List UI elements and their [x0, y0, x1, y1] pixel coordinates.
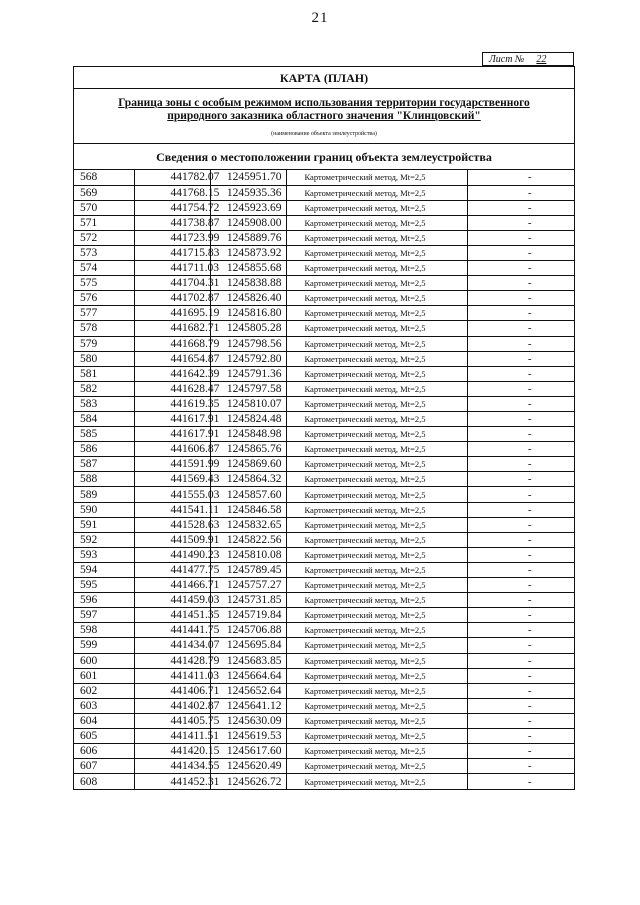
table-row [74, 728, 574, 743]
method-cell: Картометрический метод, Mt=2,5 [286, 487, 467, 502]
y-coordinate-cell: 1245731.85 [210, 593, 286, 608]
point-number-cell: 571 [74, 215, 134, 230]
table-row [74, 427, 574, 442]
method-cell: Картометрический метод, Mt=2,5 [286, 759, 467, 774]
x-coordinate-cell: 441555.03 [134, 487, 210, 502]
method-cell: Картометрический метод, Mt=2,5 [286, 442, 467, 457]
note-cell: - [467, 442, 574, 457]
x-coordinate-cell: 441642.39 [134, 366, 210, 381]
method-cell: Картометрический метод, Mt=2,5 [286, 713, 467, 728]
y-coordinate-cell: 1245951.70 [210, 170, 286, 185]
table-row [74, 744, 574, 759]
table-row [74, 396, 574, 411]
point-number-cell: 593 [74, 547, 134, 562]
note-cell: - [467, 487, 574, 502]
x-coordinate-cell: 441406.71 [134, 683, 210, 698]
y-coordinate-cell: 1245664.64 [210, 668, 286, 683]
y-coordinate-cell: 1245908.00 [210, 215, 286, 230]
x-coordinate-cell: 441405.75 [134, 713, 210, 728]
point-number-cell: 589 [74, 487, 134, 502]
note-cell: - [467, 698, 574, 713]
table-row [74, 276, 574, 291]
point-number-cell: 588 [74, 472, 134, 487]
y-coordinate-cell: 1245935.36 [210, 185, 286, 200]
y-coordinate-cell: 1245869.60 [210, 457, 286, 472]
point-number-cell: 595 [74, 578, 134, 593]
method-cell: Картометрический метод, Mt=2,5 [286, 215, 467, 230]
table-row [74, 442, 574, 457]
y-coordinate-cell: 1245846.58 [210, 502, 286, 517]
table-row [74, 291, 574, 306]
coordinates-table [74, 170, 574, 789]
table-row [74, 547, 574, 562]
x-coordinate-cell: 441411.03 [134, 668, 210, 683]
method-cell: Картометрический метод, Mt=2,5 [286, 698, 467, 713]
x-coordinate-cell: 441441.75 [134, 623, 210, 638]
note-cell: - [467, 306, 574, 321]
point-number-cell: 603 [74, 698, 134, 713]
point-number-cell: 599 [74, 638, 134, 653]
note-cell: - [467, 396, 574, 411]
table-row [74, 593, 574, 608]
point-number-cell: 590 [74, 502, 134, 517]
method-cell: Картометрический метод, Mt=2,5 [286, 185, 467, 200]
note-cell: - [467, 608, 574, 623]
y-coordinate-cell: 1245923.69 [210, 200, 286, 215]
method-cell: Картометрический метод, Mt=2,5 [286, 291, 467, 306]
method-cell: Картометрический метод, Mt=2,5 [286, 457, 467, 472]
note-cell: - [467, 457, 574, 472]
x-coordinate-cell: 441768.15 [134, 185, 210, 200]
x-coordinate-cell: 441509.91 [134, 532, 210, 547]
method-cell: Картометрический метод, Mt=2,5 [286, 638, 467, 653]
method-cell: Картометрический метод, Mt=2,5 [286, 396, 467, 411]
y-coordinate-cell: 1245805.28 [210, 321, 286, 336]
y-coordinate-cell: 1245838.88 [210, 276, 286, 291]
x-coordinate-cell: 441695.19 [134, 306, 210, 321]
x-coordinate-cell: 441682.71 [134, 321, 210, 336]
note-cell: - [527, 775, 532, 788]
x-coordinate-cell: 441569.43 [134, 472, 210, 487]
method-cell: Картометрический метод, Mt=2,5 [286, 578, 467, 593]
method-cell: Картометрический метод, Mt=2,5 [286, 306, 467, 321]
sheet-number: 22 [536, 54, 547, 65]
method-cell: Картометрический метод, Mt=2,5 [286, 336, 467, 351]
method-cell: Картометрический метод, Mt=2,5 [286, 472, 467, 487]
point-number-cell: 568 [74, 170, 134, 185]
point-number-cell: 605 [74, 728, 134, 743]
note-cell: - [467, 578, 574, 593]
x-coordinate-cell: 441782.07 [134, 170, 210, 185]
table-row [74, 578, 574, 593]
method-cell: Картометрический метод, Mt=2,5 [286, 321, 467, 336]
method-cell: Картометрический метод, Mt=2,5 [286, 366, 467, 381]
table-row [74, 698, 574, 713]
x-coordinate-cell: 441702.87 [134, 291, 210, 306]
point-number-cell: 578 [74, 321, 134, 336]
table-row [74, 774, 574, 789]
method-cell: Картометрический метод, Mt=2,5 [286, 774, 467, 789]
table-row [74, 638, 574, 653]
method-cell: Картометрический метод, Mt=2,5 [286, 200, 467, 215]
note-cell: - [467, 261, 574, 276]
y-coordinate-cell: 1245706.88 [210, 623, 286, 638]
x-coordinate-cell: 441459.03 [134, 593, 210, 608]
x-coordinate-cell: 441411.51 [134, 728, 210, 743]
y-coordinate-cell: 1245855.68 [210, 261, 286, 276]
x-coordinate-cell: 441619.35 [134, 396, 210, 411]
note-cell: - [467, 170, 574, 185]
note-cell: - [467, 728, 574, 743]
y-coordinate-cell: 1245810.08 [210, 547, 286, 562]
x-coordinate-cell: 441711.03 [134, 261, 210, 276]
table-row [74, 502, 574, 517]
point-number-cell: 600 [74, 653, 134, 668]
y-coordinate-cell: 1245832.65 [210, 517, 286, 532]
point-number-cell: 608 [74, 774, 134, 789]
point-number-cell: 575 [74, 276, 134, 291]
document-title: КАРТА (ПЛАН) [74, 67, 574, 89]
table-row [74, 517, 574, 532]
point-number-cell: 606 [74, 744, 134, 759]
table-row [74, 215, 574, 230]
x-coordinate-cell: 441738.87 [134, 215, 210, 230]
y-coordinate-cell: 1245719.84 [210, 608, 286, 623]
table-row [74, 245, 574, 260]
point-number-cell: 587 [74, 457, 134, 472]
table-row [74, 487, 574, 502]
point-number-cell: 604 [74, 713, 134, 728]
y-coordinate-cell: 1245824.48 [210, 412, 286, 427]
method-cell: Картометрический метод, Mt=2,5 [286, 230, 467, 245]
table-row [74, 668, 574, 683]
method-cell: Картометрический метод, Mt=2,5 [286, 532, 467, 547]
x-coordinate-cell: 441477.75 [134, 562, 210, 577]
note-cell: - [467, 427, 574, 442]
y-coordinate-cell: 1245789.45 [210, 562, 286, 577]
table-row [74, 261, 574, 276]
x-coordinate-cell: 441617.91 [134, 412, 210, 427]
note-cell: - [467, 653, 574, 668]
x-coordinate-cell: 441654.87 [134, 351, 210, 366]
point-number-cell: 592 [74, 532, 134, 547]
method-cell: Картометрический метод, Mt=2,5 [286, 744, 467, 759]
method-cell: Картометрический метод, Mt=2,5 [286, 276, 467, 291]
point-number-cell: 597 [74, 608, 134, 623]
table-row [74, 472, 574, 487]
note-cell: - [467, 200, 574, 215]
y-coordinate-cell: 1245617.60 [210, 744, 286, 759]
point-number-cell: 585 [74, 427, 134, 442]
method-cell: Картометрический метод, Mt=2,5 [286, 427, 467, 442]
note-cell: - [467, 230, 574, 245]
table-row [74, 608, 574, 623]
table-row [74, 321, 574, 336]
method-cell: Картометрический метод, Mt=2,5 [286, 547, 467, 562]
point-number-cell: 581 [74, 366, 134, 381]
note-cell: - [467, 668, 574, 683]
point-number-cell: 591 [74, 517, 134, 532]
point-number-cell: 572 [74, 230, 134, 245]
x-coordinate-cell: 441541.11 [134, 502, 210, 517]
method-cell: Картометрический метод, Mt=2,5 [286, 517, 467, 532]
method-cell: Картометрический метод, Mt=2,5 [286, 623, 467, 638]
object-name-block [74, 89, 574, 144]
note-cell: - [467, 185, 574, 200]
note-cell: - [467, 291, 574, 306]
point-number-cell: 573 [74, 245, 134, 260]
coordinates-table-body [74, 170, 574, 789]
method-cell: Картометрический метод, Mt=2,5 [286, 683, 467, 698]
x-coordinate-cell: 441668.79 [134, 336, 210, 351]
note-cell: - [467, 744, 574, 759]
y-coordinate-cell: 1245798.56 [210, 336, 286, 351]
table-row [74, 170, 574, 185]
note-cell: - [467, 683, 574, 698]
point-number-cell: 579 [74, 336, 134, 351]
point-number-cell: 576 [74, 291, 134, 306]
table-row [74, 683, 574, 698]
y-coordinate-cell: 1245848.98 [210, 427, 286, 442]
x-coordinate-cell: 441715.83 [134, 245, 210, 260]
table-row [74, 623, 574, 638]
point-number-cell: 577 [74, 306, 134, 321]
method-cell: Картометрический метод, Mt=2,5 [286, 261, 467, 276]
point-number-cell: 570 [74, 200, 134, 215]
x-coordinate-cell: 441606.87 [134, 442, 210, 457]
note-cell: - [467, 502, 574, 517]
method-cell: Картометрический метод, Mt=2,5 [286, 245, 467, 260]
point-number-cell: 582 [74, 381, 134, 396]
x-coordinate-cell: 441402.87 [134, 698, 210, 713]
method-cell: Картометрический метод, Mt=2,5 [286, 608, 467, 623]
method-cell: Картометрический метод, Mt=2,5 [286, 668, 467, 683]
y-coordinate-cell: 1245864.32 [210, 472, 286, 487]
point-number-cell: 586 [74, 442, 134, 457]
x-coordinate-cell: 441754.72 [134, 200, 210, 215]
table-row [74, 412, 574, 427]
x-coordinate-cell: 441434.07 [134, 638, 210, 653]
note-cell: - [467, 412, 574, 427]
section-title: Сведения о местоположении границ объекта землеустройства [74, 144, 574, 170]
note-cell: - [467, 623, 574, 638]
y-coordinate-cell: 1245791.36 [210, 366, 286, 381]
y-coordinate-cell: 1245626.72 [210, 774, 286, 789]
x-coordinate-cell: 441466.71 [134, 578, 210, 593]
point-number-cell: 569 [74, 185, 134, 200]
y-coordinate-cell: 1245620.49 [210, 759, 286, 774]
table-row [74, 532, 574, 547]
y-coordinate-cell: 1245695.84 [210, 638, 286, 653]
point-number-cell: 574 [74, 261, 134, 276]
table-row [74, 230, 574, 245]
point-number-cell: 602 [74, 683, 134, 698]
x-coordinate-cell: 441434.55 [134, 759, 210, 774]
note-cell: - [467, 276, 574, 291]
sheet-number-box [482, 52, 574, 66]
table-row [74, 185, 574, 200]
x-coordinate-cell: 441591.99 [134, 457, 210, 472]
object-name-line-2: природного заказника областного значения "Клинцовский" [167, 110, 481, 122]
note-cell: - [467, 638, 574, 653]
note-cell: - [467, 593, 574, 608]
y-coordinate-cell: 1245683.85 [210, 653, 286, 668]
x-coordinate-cell: 441528.63 [134, 517, 210, 532]
method-cell: Картометрический метод, Mt=2,5 [286, 562, 467, 577]
y-coordinate-cell: 1245810.07 [210, 396, 286, 411]
object-name-line-1: Граница зоны с особым режимом использования территории государственного [118, 97, 530, 109]
method-cell: Картометрический метод, Mt=2,5 [286, 728, 467, 743]
method-cell: Картометрический метод, Mt=2,5 [286, 170, 467, 185]
x-coordinate-cell: 441628.47 [134, 381, 210, 396]
sheet-label: Лист № [489, 54, 525, 65]
x-coordinate-cell: 441420.15 [134, 744, 210, 759]
point-number-cell: 607 [74, 759, 134, 774]
y-coordinate-cell: 1245826.40 [210, 291, 286, 306]
table-row [74, 200, 574, 215]
point-number-cell: 596 [74, 593, 134, 608]
object-caption: (наименование объекта землеустройства) [271, 131, 377, 137]
method-cell: Картометрический метод, Mt=2,5 [286, 653, 467, 668]
y-coordinate-cell: 1245757.27 [210, 578, 286, 593]
note-cell: - [467, 759, 574, 774]
x-coordinate-cell: 441451.35 [134, 608, 210, 623]
x-coordinate-cell: 441452.31 [134, 774, 210, 789]
table-row [74, 336, 574, 351]
x-coordinate-cell: 441428.79 [134, 653, 210, 668]
table-row [74, 351, 574, 366]
point-number-cell: 598 [74, 623, 134, 638]
table-row [74, 759, 574, 774]
table-row [74, 366, 574, 381]
x-coordinate-cell: 441617.91 [134, 427, 210, 442]
method-cell: Картометрический метод, Mt=2,5 [286, 593, 467, 608]
document-frame [73, 66, 575, 790]
y-coordinate-cell: 1245792.80 [210, 351, 286, 366]
x-coordinate-cell: 441723.99 [134, 230, 210, 245]
method-cell: Картометрический метод, Mt=2,5 [286, 412, 467, 427]
note-cell: - [467, 245, 574, 260]
x-coordinate-cell: 441490.23 [134, 547, 210, 562]
point-number-cell: 584 [74, 412, 134, 427]
y-coordinate-cell: 1245641.12 [210, 698, 286, 713]
method-cell: Картометрический метод, Mt=2,5 [286, 381, 467, 396]
y-coordinate-cell: 1245873.92 [210, 245, 286, 260]
table-row [74, 306, 574, 321]
y-coordinate-cell: 1245865.76 [210, 442, 286, 457]
point-number-cell: 583 [74, 396, 134, 411]
note-cell: - [467, 381, 574, 396]
note-cell: - [467, 215, 574, 230]
y-coordinate-cell: 1245797.58 [210, 381, 286, 396]
note-cell: - [467, 713, 574, 728]
note-cell: - [467, 366, 574, 381]
table-row [74, 713, 574, 728]
table-row [74, 653, 574, 668]
note-cell: - [467, 547, 574, 562]
method-cell: Картометрический метод, Mt=2,5 [286, 351, 467, 366]
y-coordinate-cell: 1245652.64 [210, 683, 286, 698]
point-number-cell: 594 [74, 562, 134, 577]
y-coordinate-cell: 1245822.56 [210, 532, 286, 547]
note-cell: - [467, 321, 574, 336]
y-coordinate-cell: 1245857.60 [210, 487, 286, 502]
note-cell: - [467, 517, 574, 532]
table-row [74, 381, 574, 396]
note-cell: - [467, 336, 574, 351]
table-row [74, 562, 574, 577]
page-number: 21 [311, 10, 329, 26]
point-number-cell: 601 [74, 668, 134, 683]
note-cell: - [467, 351, 574, 366]
y-coordinate-cell: 1245816.80 [210, 306, 286, 321]
table-row [74, 457, 574, 472]
y-coordinate-cell: 1245619.53 [210, 728, 286, 743]
x-coordinate-cell: 441704.31 [134, 276, 210, 291]
note-cell: - [467, 532, 574, 547]
note-cell: - [467, 562, 574, 577]
method-cell: Картометрический метод, Mt=2,5 [286, 502, 467, 517]
point-number-cell: 580 [74, 351, 134, 366]
y-coordinate-cell: 1245889.76 [210, 230, 286, 245]
y-coordinate-cell: 1245630.09 [210, 713, 286, 728]
note-cell: - [467, 472, 574, 487]
